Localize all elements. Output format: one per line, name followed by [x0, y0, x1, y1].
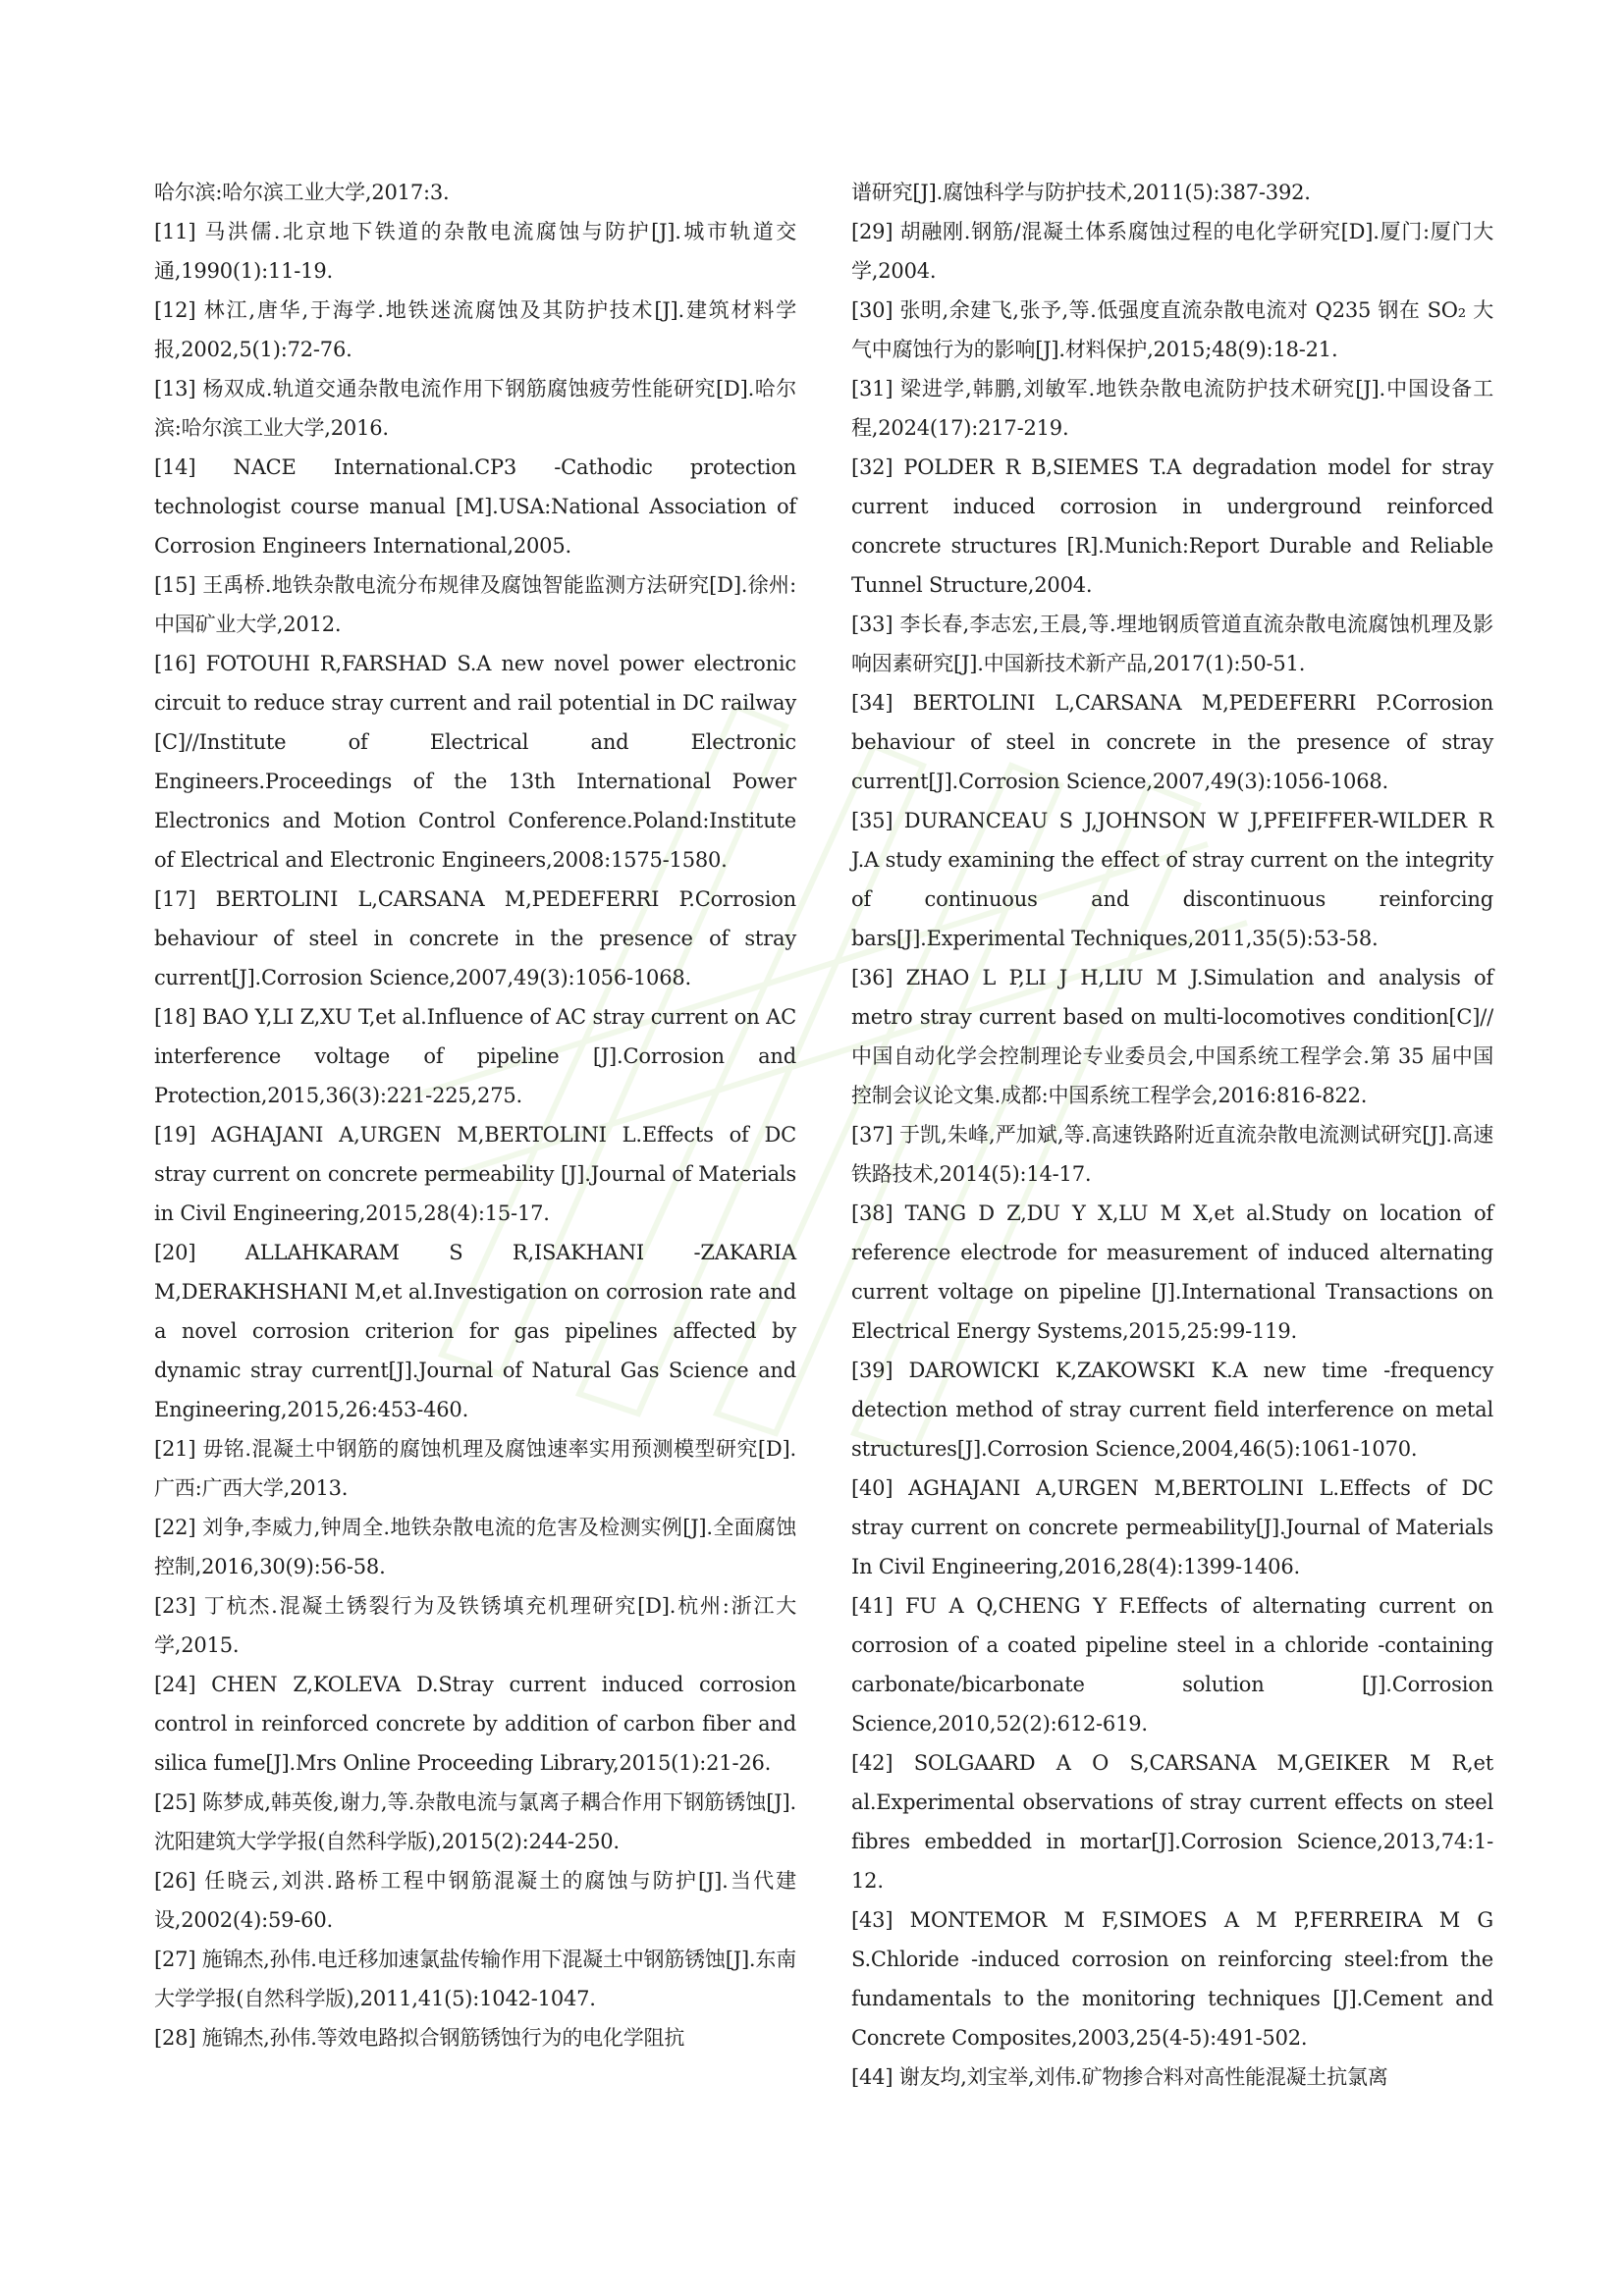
reference-entry: [34] BERTOLINI L,CARSANA M,PEDEFERRI P.Corrosion behaviour of steel in concrete in the presence of stray current[J].Corrosion Science,2007,49(3):1056-1068. [851, 691, 1493, 793]
reference-entry: [44] 谢友均,刘宝举,刘伟.矿物掺合料对高性能混凝土抗氯离 [851, 2065, 1388, 2089]
reference-entry: [24] CHEN Z,KOLEVA D.Stray current induced corrosion control in reinforced concrete by addition of carbon fiber and silica fume[J].Mrs Online Proceeding Library,2015(1):21-26. [154, 1673, 796, 1775]
reference-column-left [154, 173, 796, 2057]
reference-entry: [30] 张明,余建飞,张予,等.低强度直流杂散电流对 Q235 钢在 SO₂ 大气中腐蚀行为的影响[J].材料保护,2015;48(9):18-21. [851, 298, 1493, 361]
reference-entry: [29] 胡融刚.钢筋/混凝土体系腐蚀过程的电化学研究[D].厦门:厦门大学,2004. [851, 220, 1493, 283]
reference-entry: [36] ZHAO L P,LI J H,LIU M J.Simulation and analysis of metro stray current based on multi-locomotives condition[C]//中国自动化学会控制理论专业委员会,中国系统工程学会.第 35 届中国控制会议论文集.成都:中国系统工程学会,2016:816-822. [851, 966, 1493, 1107]
reference-entry: 哈尔滨:哈尔滨工业大学,2017:3. [154, 181, 450, 204]
reference-entry: [31] 梁进学,韩鹏,刘敏军.地铁杂散电流防护技术研究[J].中国设备工程,2024(17):217-219. [851, 377, 1493, 440]
reference-entry: [38] TANG D Z,DU Y X,LU M X,et al.Study on location of reference electrode for measurement of induced alternating current voltage on pipeline [J].International Transactions on Electrical Energy Systems,2015,25:99-119. [851, 1201, 1493, 1343]
reference-entry: [14] NACE International.CP3 -Cathodic protection technologist course manual [M].USA:National Association of Corrosion Engineers International,2005. [154, 455, 796, 558]
reference-entry: [21] 毋铭.混凝土中钢筋的腐蚀机理及腐蚀速率实用预测模型研究[D].广西:广西大学,2013. [154, 1437, 796, 1500]
reference-column-right [851, 173, 1493, 2097]
reference-entry: [11] 马洪儒.北京地下铁道的杂散电流腐蚀与防护[J].城市轨道交通,1990(1):11-19. [154, 220, 796, 283]
reference-entry: [43] MONTEMOR M F,SIMOES A M P,FERREIRA M G S.Chloride -induced corrosion on reinforcing steel:from the fundamentals to the monitoring techniques [J].Cement and Concrete Composites,2003,25(4-5):491-502. [851, 1908, 1493, 2050]
reference-entry: [27] 施锦杰,孙伟.电迁移加速氯盐传输作用下混凝土中钢筋锈蚀[J].东南大学学报(自然科学版),2011,41(5):1042-1047. [154, 1948, 797, 2010]
reference-entry: [17] BERTOLINI L,CARSANA M,PEDEFERRI P.Corrosion behaviour of steel in concrete in the presence of stray current[J].Corrosion Science,2007,49(3):1056-1068. [154, 887, 796, 989]
reference-entry: 谱研究[J].腐蚀科学与防护技术,2011(5):387-392. [851, 181, 1311, 204]
reference-entry: [39] DAROWICKI K,ZAKOWSKI K.A new time -frequency detection method of stray current field interference on metal structures[J].Corrosion Science,2004,46(5):1061-1070. [851, 1359, 1493, 1461]
reference-entry: [26] 任晓云,刘洪.路桥工程中钢筋混凝土的腐蚀与防护[J].当代建设,2002(4):59-60. [154, 1869, 796, 1932]
reference-entry: [37] 于凯,朱峰,严加斌,等.高速铁路附近直流杂散电流测试研究[J].高速铁路技术,2014(5):14-17. [851, 1123, 1493, 1186]
reference-entry: [35] DURANCEAU S J,JOHNSON W J,PFEIFFER-WILDER R J.A study examining the effect of stray current on the integrity of continuous and discontinuous reinforcing bars[J].Experimental Techniques,2011,35(5):53-58. [851, 809, 1493, 950]
reference-entry: [13] 杨双成.轨道交通杂散电流作用下钢筋腐蚀疲劳性能研究[D].哈尔滨:哈尔滨工业大学,2016. [154, 377, 796, 440]
reference-entry: [25] 陈梦成,韩英俊,谢力,等.杂散电流与氯离子耦合作用下钢筋锈蚀[J].沈阳建筑大学学报(自然科学版),2015(2):244-250. [154, 1790, 796, 1853]
reference-entry: [40] AGHAJANI A,URGEN M,BERTOLINI L.Effects of DC stray current on concrete permeability[J].Journal of Materials In Civil Engineering,2016,28(4):1399-1406. [851, 1476, 1493, 1578]
reference-entry: [32] POLDER R B,SIEMES T.A degradation model for stray current induced corrosion in underground reinforced concrete structures [R].Munich:Report Durable and Reliable Tunnel Structure,2004. [851, 455, 1493, 597]
reference-entry: [33] 李长春,李志宏,王晨,等.埋地钢质管道直流杂散电流腐蚀机理及影响因素研究[J].中国新技术新产品,2017(1):50-51. [851, 613, 1493, 675]
reference-entry: [15] 王禹桥.地铁杂散电流分布规律及腐蚀智能监测方法研究[D].徐州:中国矿业大学,2012. [154, 573, 796, 636]
reference-entry: [28] 施锦杰,孙伟.等效电路拟合钢筋锈蚀行为的电化学阻抗 [154, 2026, 685, 2050]
reference-entry: [42] SOLGAARD A O S,CARSANA M,GEIKER M R,et al.Experimental observations of stray current effects on steel fibres embedded in mortar[J].Corrosion Science,2013,74:1-12. [851, 1751, 1493, 1893]
reference-entry: [20] ALLAHKARAM S R,ISAKHANI -ZAKARIA M,DERAKHSHANI M,et al.Investigation on corrosion rate and a novel corrosion criterion for gas pipelines affected by dynamic stray current[J].Journal of Natural Gas Science and Engineering,2015,26:453-460. [154, 1241, 796, 1421]
reference-entry: [41] FU A Q,CHENG Y F.Effects of alternating current on corrosion of a coated pipeline steel in a chloride -containing carbonate/bicarbonate solution [J].Corrosion Science,2010,52(2):612-619. [851, 1594, 1493, 1735]
reference-entry: [23] 丁杭杰.混凝土锈裂行为及铁锈填充机理研究[D].杭州:浙江大学,2015. [154, 1594, 796, 1657]
reference-entry: [16] FOTOUHI R,FARSHAD S.A new novel power electronic circuit to reduce stray current and rail potential in DC railway [C]//Institute of Electrical and Electronic Engineers.Proceedings of the 13th International Power Electronics and Motion Control Conference.Poland:Institute of Electrical and Electronic Engineers,2008:1575-1580. [154, 652, 796, 872]
reference-entry: [18] BAO Y,LI Z,XU T,et al.Influence of AC stray current on AC interference voltage of pipeline [J].Corrosion and Protection,2015,36(3):221-225,275. [154, 1005, 796, 1107]
reference-entry: [12] 林江,唐华,于海学.地铁迷流腐蚀及其防护技术[J].建筑材料学报,2002,5(1):72-76. [154, 298, 796, 361]
reference-entry: [22] 刘争,李威力,钟周全.地铁杂散电流的危害及检测实例[J].全面腐蚀控制,2016,30(9):56-58. [154, 1516, 796, 1578]
reference-entry: [19] AGHAJANI A,URGEN M,BERTOLINI L.Effects of DC stray current on concrete permeability [J].Journal of Materials in Civil Engineering,2015,28(4):15-17. [154, 1123, 796, 1225]
